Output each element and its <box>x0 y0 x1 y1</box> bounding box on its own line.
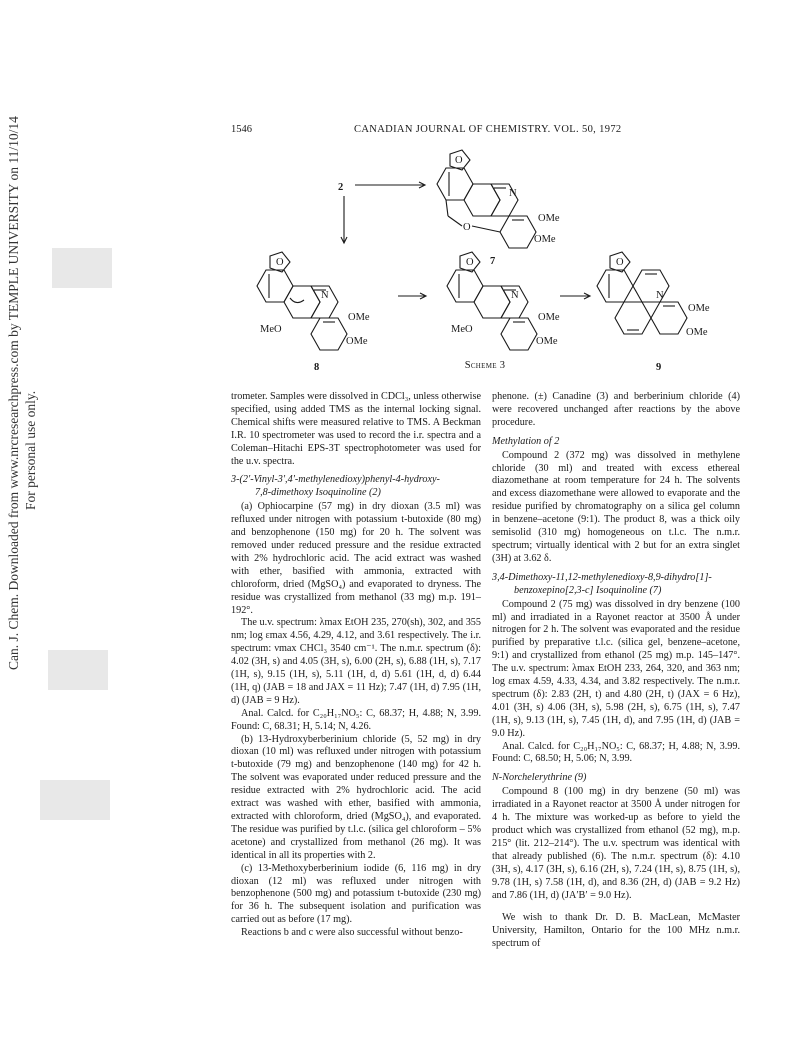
paragraph: Compound 2 (75 mg) was dissolved in dry benzene (100 ml) and irradiated in a Rayonet reactor at 3500 Å under nitrogen for 2 h. The solvent was evaporated and the residue purified by preparative t.l.c. (silica gel, benzene–acetone, 9:1) and crystallized from ethanol (25 mg) m.p. 145–147°. The u.v. spectrum: λmax EtOH 233, 264, 320, and 363 nm; log εmax 4.59, 4.33, 4.34, and 3.82 respectively. The n.m.r. spectrum (δ): 2.83 (2H, t) and 4.80 (2H, t) (JAX = 6 Hz), 4.01 (3H, s) 4.06 (3H, s), 5.98 (2H, s), 6.75 (1H, s), 7.47 (1H, s), 9.13 (1H, s), 7.45 (1H, d), and 7.95 (1H, d) (JAB = 9.0 Hz). <box>492 598 740 739</box>
reaction-scheme <box>230 148 730 378</box>
compound-7-label: 7 <box>490 256 496 267</box>
o-atom-label: O <box>276 257 284 268</box>
ome-label: OMe <box>538 312 560 323</box>
paragraph: Compound 2 (372 mg) was dissolved in methylene chloride (30 ml) and treated with excess ethereal diazomethane at room temperature for 24 h. The solvents and excess diazomethane were allowed to evaporate and the residue purified by chromatography on a silica gel column in benzene–acetone (9:1). The product 8, was a thick oily semisolid (310 mg) homogeneous on t.l.c. The n.m.r. spectrum; virtually identical with 2 but for an extra singlet (3H) at 3.62 δ. <box>492 449 740 564</box>
meo-label: MeO <box>260 324 282 335</box>
ome-label: OMe <box>536 336 558 347</box>
left-column <box>231 391 481 940</box>
n-atom-label: N <box>656 290 664 301</box>
paragraph: Anal. Calcd. for C₂₀H₁₇NO₅: C, 68.37; H, 4.88; N, 3.99. Found: C, 68.31; H, 5.14; N, 4.26. <box>231 707 481 732</box>
section-heading: Methylation of 2 <box>492 435 560 447</box>
compound-9-label: 9 <box>656 362 662 373</box>
paragraph: (b) 13-Hydroxyberberinium chloride (5, 52 mg) in dry dioxan (10 ml) was refluxed under nitrogen with potassium t-butoxide (79 mg) and benzophenone (140 mg) for 42 h. The solvent was evaporated under reduced pressure and the residue extracted with 2% hydrochloric acid. The acid extract was washed with ether, basified with ammonia, extracted with chloroform, dried (MgSO₄), and evaporated. The residue was purified by t.l.c. (silica gel chloroform – 5% acetone) and crystallized from methanol (26 mg). It was identical in all its properties with 2. <box>231 733 481 861</box>
paragraph: (a) Ophiocarpine (57 mg) in dry dioxan (3.5 ml) was refluxed under nitrogen with potassium t-butoxide (80 mg) and benzophenone (150 mg) for 20 h. The solvent was removed under reduced pressure and the residue extracted with 2% hydrochloric acid. The acid extract was washed with ether, basified with ammonia, extracted with chloroform, dried (MgSO₄) and evaporated to dryness. The residue was crystallized from methanol (33 mg) m.p. 191–192°. <box>231 501 481 616</box>
paragraph: (c) 13-Methoxyberberinium iodide (6, 116 mg) in dry dioxan (12 ml) was refluxed under nitrogen with benzophenone (500 mg) and potassium t-butoxide (230 mg) for 36 h. The subsequent isolation and purification was carried out as before (17 mg). <box>231 862 481 926</box>
page-number: 1546 <box>231 124 252 135</box>
section-heading: 3,4-Dimethoxy-11,12-methylenedioxy-8,9-dihydro[1]- <box>492 571 712 583</box>
heading-line: 7,8-dimethoxy Isoquinoline (2) <box>255 487 381 499</box>
o-atom-label: O <box>455 155 463 166</box>
ome-label: OMe <box>348 312 370 323</box>
running-header <box>231 124 721 140</box>
compound-8-structure <box>257 252 347 350</box>
n-atom-label: N <box>321 290 329 301</box>
right-column <box>492 391 740 951</box>
o-atom-label: O <box>466 257 474 268</box>
paragraph: Anal. Calcd. for C₂₀H₁₇NO₅: C, 68.37; H, 4.88; N, 3.99. Found: C, 68.50; H, 5.06; N, 3.99. <box>492 740 740 765</box>
download-notice: Can. J. Chem. Downloaded from www.nrcresearchpress.com by TEMPLE UNIVERSITY on 11/10/14 <box>6 116 21 670</box>
journal-title: CANADIAN JOURNAL OF CHEMISTRY. VOL. 50, 1972 <box>354 124 622 135</box>
ome-label: OMe <box>346 336 368 347</box>
compound-9-structure <box>597 252 687 334</box>
compound-8-label: 8 <box>314 362 320 373</box>
o-atom-label: O <box>616 257 624 268</box>
paragraph: Reactions b and c were also successful without benzo- <box>241 927 463 939</box>
ome-label: OMe <box>538 213 560 224</box>
heading-line: 3-(2′-Vinyl-3′,4′-methylenedioxy)phenyl-4-hydroxy- <box>231 474 440 486</box>
paragraph: Compound 8 (100 mg) in dry benzene (50 ml) was irradiated in a Rayonet reactor at 3500 Å under nitrogen for 4 h. The mixture was worked-up as before to yield the product which was crystallized from ethanol (52 mg), m.p. 215° (lit. 212–214°). The u.v. spectrum was identical with that already published (6). The n.m.r. spectrum (δ): 4.10 (3H, s), 4.17 (3H, s), 6.16 (2H, s), 7.24 (1H, s), 8.75 (1H, s), 9.78 (1H, s) 7.58 (1H, d), and 8.36 (2H, d) (JAB = 9.2 Hz) and 7.86 (1H, d) (JA′B′ = 9.0 Hz). <box>492 786 740 901</box>
ome-label: OMe <box>534 234 556 245</box>
scan-noise <box>48 650 108 690</box>
section-heading <box>231 474 481 500</box>
section-heading: benzoxepino[2,3-c] Isoquinoline (7) <box>514 584 662 596</box>
scan-noise <box>52 248 112 288</box>
n-atom-label: N <box>511 290 519 301</box>
acknowledgement: We wish to thank Dr. D. B. MacLean, McMaster University, Hamilton, Ontario for the 100 MHz n.m.r. spectrum of <box>492 912 740 950</box>
compound-2-label: 2 <box>338 182 344 193</box>
paragraph: phenone. (±) Canadine (3) and berberinium chloride (4) were recovered unchanged after reactions by the above procedure. <box>492 391 740 428</box>
meo-label: MeO <box>451 324 473 335</box>
personal-use-notice: For personal use only. <box>23 390 38 510</box>
scheme-caption: Scheme 3 <box>464 360 506 371</box>
ome-label: OMe <box>688 303 710 314</box>
scheme-drawing <box>230 148 730 378</box>
compound-7-structure <box>437 150 536 248</box>
paragraph: The u.v. spectrum: λmax EtOH 235, 270(sh), 302, and 355 nm; log εmax 4.56, 4.29, 4.12, and 3.61 respectively. The i.r. spectrum: νmax CHCl₃ 3540 cm⁻¹. The n.m.r. spectrum (δ): 4.02 (3H, s) and 4.05 (3H, s), 6.00 (2H, s), 6.88 (1H, s), 7.17 (1H, s), 9.15 (1H, s), 5.11 (1H, d, d) 5.61 (1H, d, d) 6.44 (1H, q) (JAB = 18 and JAX = 11 Hz); 7.47 (1H, d) 7.95 (1H, d) (JAB = 9 Hz). <box>231 617 481 706</box>
section-heading: N-Norchelerythrine (9) <box>492 772 587 784</box>
n-atom-label: N <box>509 188 517 199</box>
side-margin <box>6 116 42 730</box>
paragraph: trometer. Samples were dissolved in CDCl₃, unless otherwise specified, using added TMS as the internal locking signal. Chemical shifts were measured relative to TMS. A Beckman I.R. 10 spectrometer was used to record the i.r. spectra and a Coleman–Hitachi EPS-3T spectrophotometer was used for the u.v. spectra. <box>231 391 481 467</box>
o-atom-label: O <box>463 222 471 233</box>
ome-label: OMe <box>686 327 708 338</box>
scan-noise <box>40 780 110 820</box>
